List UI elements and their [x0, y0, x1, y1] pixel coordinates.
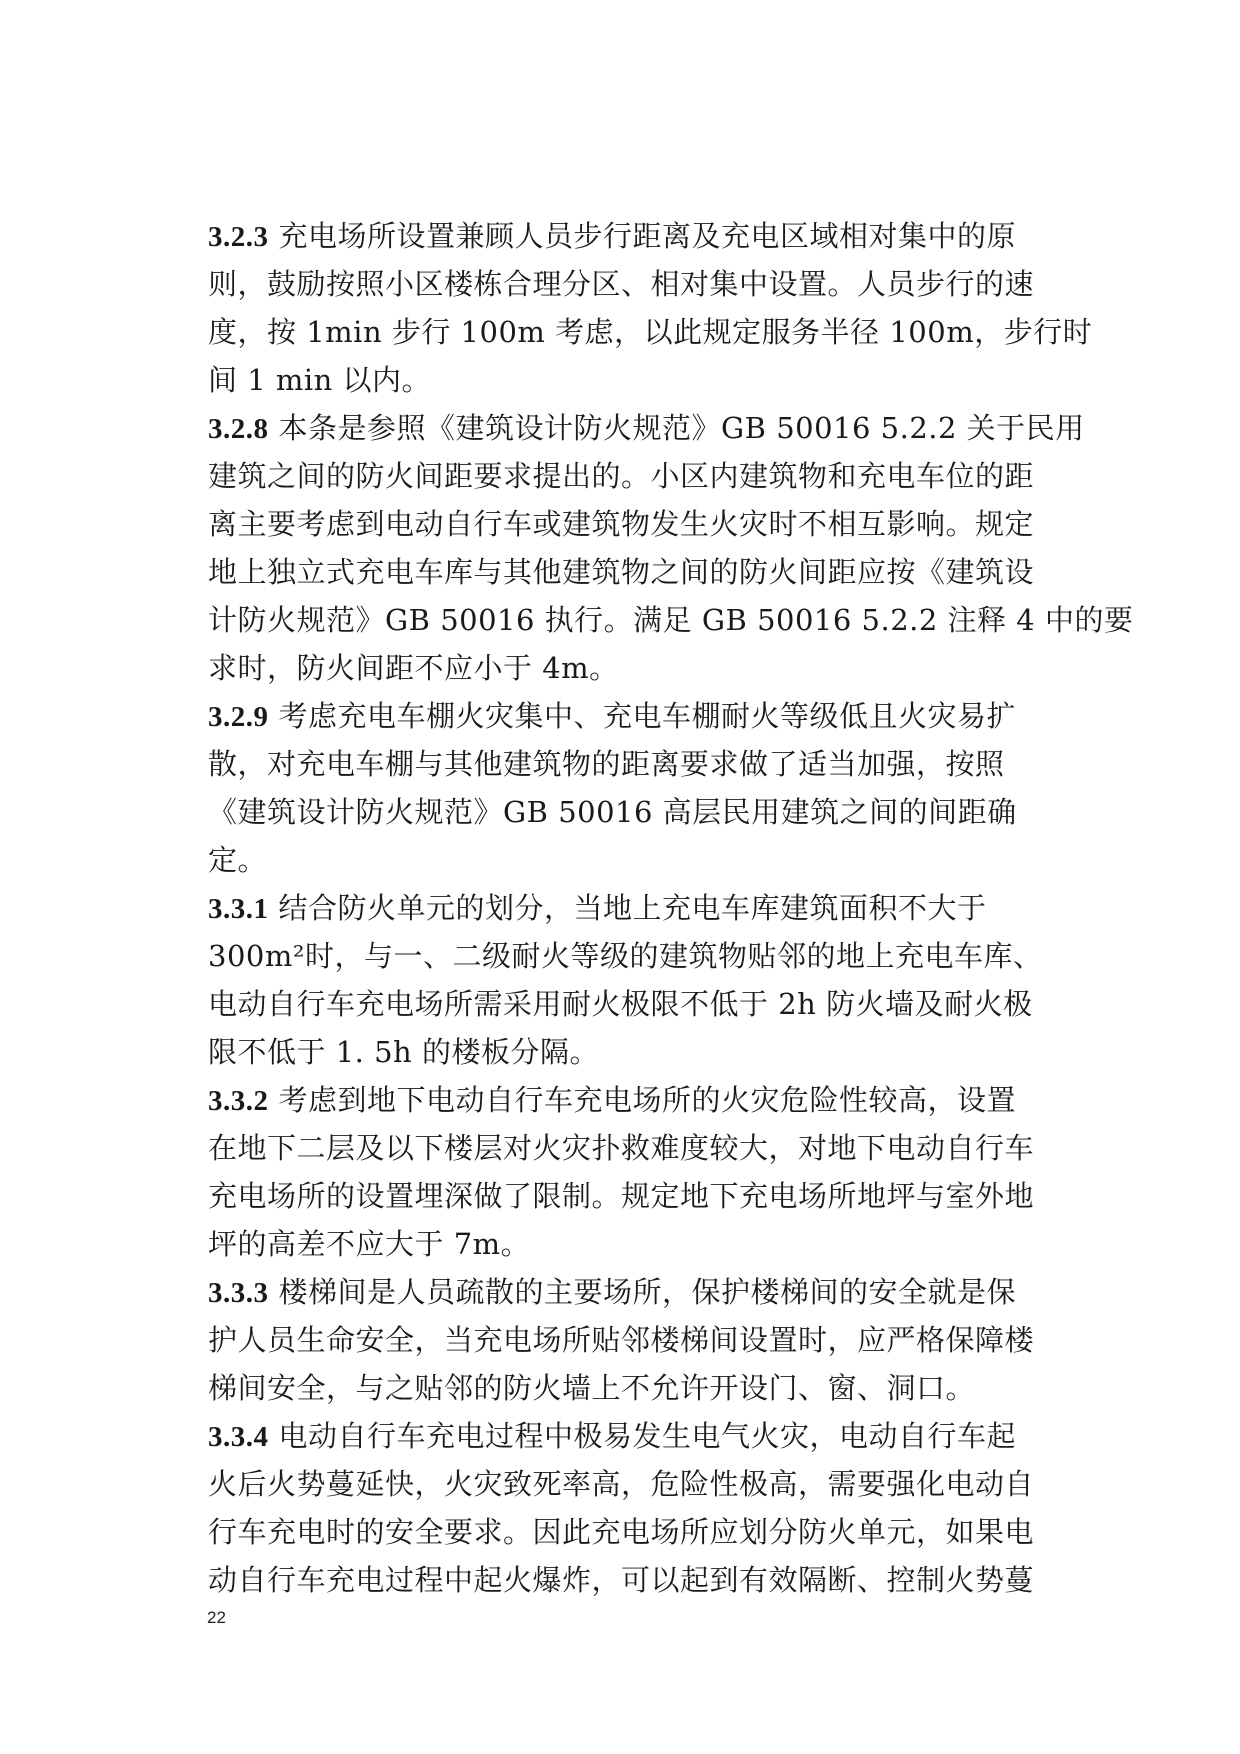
paragraph-line: 行车充电时的安全要求。因此充电场所应划分防火单元，如果电 — [208, 1515, 1035, 1549]
paragraph-line: 度，按 1min 步行 100m 考虑，以此规定服务半径 100m，步行时 — [208, 315, 1093, 349]
section-3-3-4-line-1: 3.3.4 电动自行车充电过程中极易发生电气火灾，电动自行车起 — [208, 1419, 1017, 1453]
section-3-2-9-line-1: 3.2.9 考虑充电车棚火灾集中、充电车棚耐火等级低且火灾易扩 — [208, 699, 1017, 733]
section-number: 3.3.2 — [208, 1085, 269, 1117]
paragraph-line: 坪的高差不应大于 7m。 — [208, 1227, 531, 1261]
paragraph-line: 计防火规范》GB 50016 执行。满足 GB 50016 5.2.2 注释 4 中的要 — [208, 603, 1134, 637]
section-number: 3.2.3 — [208, 221, 269, 253]
paragraph-line: 限不低于 1. 5h 的楼板分隔。 — [208, 1035, 599, 1069]
paragraph-line: 《建筑设计防火规范》GB 50016 高层民用建筑之间的间距确 — [208, 795, 1017, 829]
paragraph-line: 离主要考虑到电动自行车或建筑物发生火灾时不相互影响。规定 — [208, 507, 1035, 541]
paragraph-line: 梯间安全，与之贴邻的防火墙上不允许开设门、窗、洞口。 — [208, 1371, 976, 1405]
paragraph-line: 求时，防火间距不应小于 4m。 — [208, 651, 619, 685]
section-3-2-8-line-1: 3.2.8 本条是参照《建筑设计防火规范》GB 50016 5.2.2 关于民用 — [208, 411, 1085, 445]
section-number: 3.3.4 — [208, 1421, 269, 1453]
paragraph-line: 地上独立式充电车库与其他建筑物之间的防火间距应按《建筑设 — [208, 555, 1035, 589]
paragraph-line: 间 1 min 以内。 — [208, 363, 432, 397]
section-number: 3.2.8 — [208, 413, 269, 445]
section-3-3-1-line-1: 3.3.1 结合防火单元的划分，当地上充电车库建筑面积不大于 — [208, 891, 987, 925]
paragraph-line: 电动自行车充电场所需采用耐火极限不低于 2h 防火墙及耐火极 — [208, 987, 1033, 1021]
paragraph-line: 则，鼓励按照小区楼栋合理分区、相对集中设置。人员步行的速 — [208, 267, 1035, 301]
section-3-3-3-line-1: 3.3.3 楼梯间是人员疏散的主要场所，保护楼梯间的安全就是保 — [208, 1275, 1017, 1309]
section-number: 3.3.1 — [208, 893, 269, 925]
section-3-2-3-line-1: 3.2.3 充电场所设置兼顾人员步行距离及充电区域相对集中的原 — [208, 219, 1017, 253]
paragraph-line: 散，对充电车棚与其他建筑物的距离要求做了适当加强，按照 — [208, 747, 1005, 781]
paragraph-line: 在地下二层及以下楼层对火灾扑救难度较大，对地下电动自行车 — [208, 1131, 1035, 1165]
section-3-3-2-line-1: 3.3.2 考虑到地下电动自行车充电场所的火灾危险性较高，设置 — [208, 1083, 1017, 1117]
paragraph-line: 护人员生命安全，当充电场所贴邻楼梯间设置时，应严格保障楼 — [208, 1323, 1035, 1357]
page-number: 22 — [207, 1608, 226, 1627]
paragraph-line: 建筑之间的防火间距要求提出的。小区内建筑物和充电车位的距 — [208, 459, 1035, 493]
section-number: 3.2.9 — [208, 701, 269, 733]
paragraph-line: 定。 — [208, 843, 268, 877]
paragraph-line: 300m²时，与一、二级耐火等级的建筑物贴邻的地上充电车库、 — [208, 939, 1043, 973]
paragraph-line: 动自行车充电过程中起火爆炸，可以起到有效隔断、控制火势蔓 — [208, 1563, 1035, 1597]
paragraph-line: 火后火势蔓延快，火灾致死率高，危险性极高，需要强化电动自 — [208, 1467, 1035, 1501]
section-number: 3.3.3 — [208, 1277, 269, 1309]
paragraph-line: 充电场所的设置埋深做了限制。规定地下充电场所地坪与室外地 — [208, 1179, 1035, 1213]
